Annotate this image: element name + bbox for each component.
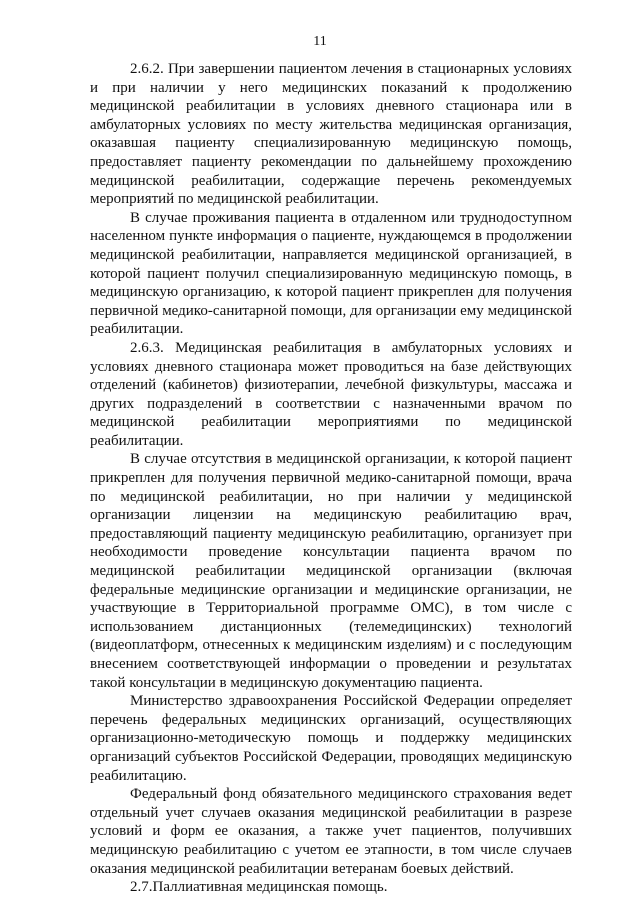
paragraph-remote-residence: В случае проживания пациента в отдаленном или труднодоступном населенном пункте информация о пациенте, нуждающемся в продолжении медицинской реабилитации, направляется медицинской организацией, в которой пациент получил специализированную медицинскую помощь, в медицинскую организацию, к которой пациент прикреплен для получения первичной медико-санитарной помощи, для организации ему медицинской реабилитации. — [90, 209, 572, 338]
section-heading-2-7: 2.7.Паллиативная медицинская помощь. — [130, 879, 388, 896]
document-body — [90, 60, 572, 897]
paragraph-2-6-3: 2.6.3. Медицинская реабилитация в амбулаторных условиях и условиях дневного стационара может проводиться на базе действующих отделений (кабинетов) физиотерапии, лечебной физкультуры, массажа и других подразделений в соответствии с назначенными врачом по медицинской реабилитации мероприятиями по медицинской реабилитации. — [90, 339, 572, 449]
paragraph-consultation: В случае отсутствия в медицинской организации, к которой пациент прикреплен для получения первичной медико-санитарной помощи, врача по медицинской реабилитации, но при наличии у медицинской организации лицензии на медицинскую реабилитацию врач, предоставляющий пациенту медицинскую реабилитацию, организует при необходимости проведение консультации пациента врачом по медицинской реабилитации медицинской организации (включая федеральные медицинские организации и медицинские организации, не участвующие в Территориальной программе ОМС), в том числе с использованием дистанционных (телемедицинских) технологий (видеоплатформ, отнесенных к медицинским изделиям) и с последующим внесением соответствующей информации о проведении и результатах такой консультации в медицинскую документацию пациента. — [90, 451, 572, 691]
paragraph-ministry: Министерство здравоохранения Российской Федерации определяет перечень федеральных медицинских организаций, осуществляющих организационно-методическую помощь и поддержку медицинских организаций субъектов Российской Федерации, проводящих медицинскую реабилитацию. — [90, 693, 572, 784]
page-number: 11 — [313, 34, 327, 49]
paragraph-2-6-2: 2.6.2. При завершении пациентом лечения в стационарных условиях и при наличии у него медицинских показаний к продолжению медицинской реабилитации в условиях дневного стационара или в амбулаторных условиях по месту жительства медицинская организация, оказавшая пациенту специализированную медицинскую помощь, предоставляет пациенту рекомендации по дальнейшему прохождению медицинской реабилитации, содержащие перечень рекомендуемых мероприятий по медицинской реабилитации. — [90, 61, 572, 208]
paragraph-insurance-fund: Федеральный фонд обязательного медицинского страхования ведет отдельный учет случаев оказания медицинской реабилитации в разрезе условий и форм ее оказания, а также учет пациентов, получивших медицинскую реабилитацию с учетом ее этапности, в том числе случаев оказания медицинской реабилитации ветеранам боевых действий. — [90, 786, 572, 877]
